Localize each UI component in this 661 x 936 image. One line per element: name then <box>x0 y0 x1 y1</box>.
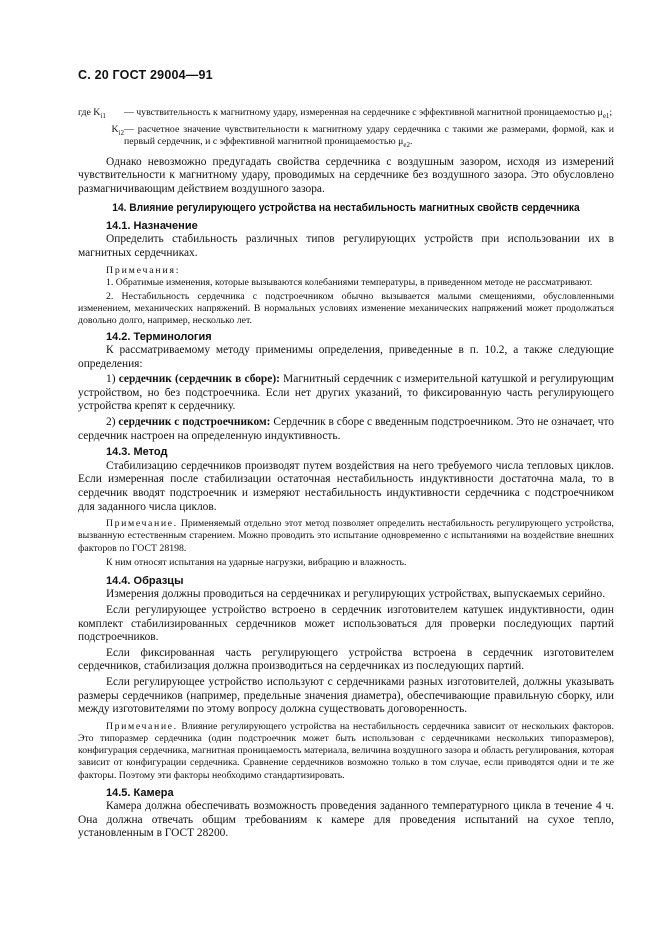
section-14-4-title: 14.4. Образцы <box>106 574 184 587</box>
note-2: 2. Нестабильность сердечника с подстроечником обычно вызывается малыми смещениями, обусловленными изменением, механических напряжений. В нормальных условиях изменение механических напряжений может продолжаться довольно долго, например, несколько лет. <box>78 290 614 327</box>
notes-heading: Примечания: <box>106 264 181 276</box>
definition-ki1 <box>78 107 614 122</box>
section-14-5-title: 14.5. Камера <box>106 786 174 799</box>
section-14-1-title: 14.1. Назначение <box>106 219 198 232</box>
note-1: 1. Обратимые изменения, которые вызываются колебаниями температуры, в приведенном методе не рассматривают. <box>106 276 593 288</box>
symbol-ki1: где $K_{i1}$ <box>78 107 106 120</box>
section-14-4-p3: Если фиксированная часть регулирующего устройства встроена в сердечник изготовителем сердечников, стабилизация должна производиться на сердечниках из последующих партий. <box>78 646 614 673</box>
document-page <box>78 68 614 841</box>
definition-text: — расчетное значение чувствительности к магнитному удару сердечника с такими же размерами, формой, как и первый сердечник, и с эффективной магнитной проницаемостью $\mu_{e2}$. <box>124 124 615 150</box>
section-14-3-title: 14.3. Метод <box>106 446 168 459</box>
note-3: Примечание. Применяемый отдельно этот метод позволяет определить нестабильность регулирующего устройства, вызванную естественным старением. Можно проводить это испытание одновременно с испытаниями на воздействие внешних факторов по ГОСТ 28198. <box>78 518 614 554</box>
section-14-title: 14. Влияние регулирующего устройства на нестабильность магнитных свойств сердечника <box>112 202 580 215</box>
definition-ki2 <box>78 124 614 151</box>
section-14-1-text: Определить стабильность различных типов регулирующих устройств при использовании их в магнитных сердечниках. <box>78 233 614 259</box>
section-14-3-text: Стабилизацию сердечников производят путем воздействия на него требуемого числа тепловых циклов. Если измеренная после стабилизации остаточная нестабильность индуктивности достаточна мала, то в сердечник вводят подстроечник и измеряют нестабильность индуктивности сердечника с подстроечником для заданного числа циклов. <box>78 459 614 513</box>
note-4: Примечание. Влияние регулирующего устройства на нестабильность сердечника зависит от нескольких факторов. Это типоразмер сердечника (один подстроечник может быть использован с сердечниками нескольких типоразмеров), конфигурация сердечника, магнитная проницаемость материала, величина воздушного зазора и область регулирования, которая зависит от конфигурации сердечника. Сравнение сердечников возможно только в том случае, если приводятся одни и те же факторы. Поэтому эти факторы необходимо стандартизировать. <box>78 720 614 781</box>
section-14-5-text: Камера должна обеспечивать возможность проведения заданного температурного цикла в течение 4 ч. Она должна отвечать общим требованиям к камере для проведения испытаний на сухое тепло, установленным в ГОСТ 28200. <box>78 800 614 840</box>
symbol-ki2: $K_{i2}$ <box>111 124 124 138</box>
definition-2: 2) сердечник с подстроечником: Сердечник в сборе с введенным подстроечником. Это не означает, что сердечник настроен на определенную индуктивность. <box>78 416 614 442</box>
section-14-4-p4: Если регулирующее устройство используют с сердечниками разных изготовителей, должны указывать размеры сердечников (например, предельные значения диаметра), обеспечивающие правильную сборку, или между изготовителями по этому вопросу должна существовать договоренность. <box>78 676 614 716</box>
definition-1: 1) сердечник (сердечник в сборе): Магнитный сердечник с измерительной катушкой и регулирующим устройством, но без подстроечника. Если нет других указаний, то фиксированную часть регулирующего устройства крепят к сердечнику. <box>78 373 614 413</box>
paragraph-intro: Однако невозможно предугадать свойства сердечника с воздушным зазором, исходя из измерений чувствительности к магнитному удару, проводимых на сердечнике без воздушного зазора. Это обусловлено размагничивающим действием воздушного зазора. <box>78 155 614 195</box>
section-14-2-title: 14.2. Терминология <box>106 330 212 343</box>
note-3-extra: К ним относят испытания на ударные нагрузки, вибрацию и влажность. <box>106 556 407 568</box>
page-header: С. 20 ГОСТ 29004—91 <box>78 68 213 82</box>
section-14-4-p1: Измерения должны проводиться на сердечниках и регулирующих устройствах, выпускаемых серийно. <box>106 588 606 601</box>
section-14-4-p2: Если регулирующее устройство встроено в сердечник изготовителем катушек индуктивности, один комплект стабилизированных сердечников может использоваться для проверки последующих партий подстроечников. <box>78 604 614 644</box>
section-14-2-text: К рассматриваемому методу применимы определения, приведенные в п. 10.2, а также следующие определения: <box>78 344 614 370</box>
definition-text: — чувствительность к магнитному удару, измеренная на сердечнике с эффективной магнитной проницаемостью $\mu_{e1}$; <box>124 107 613 120</box>
